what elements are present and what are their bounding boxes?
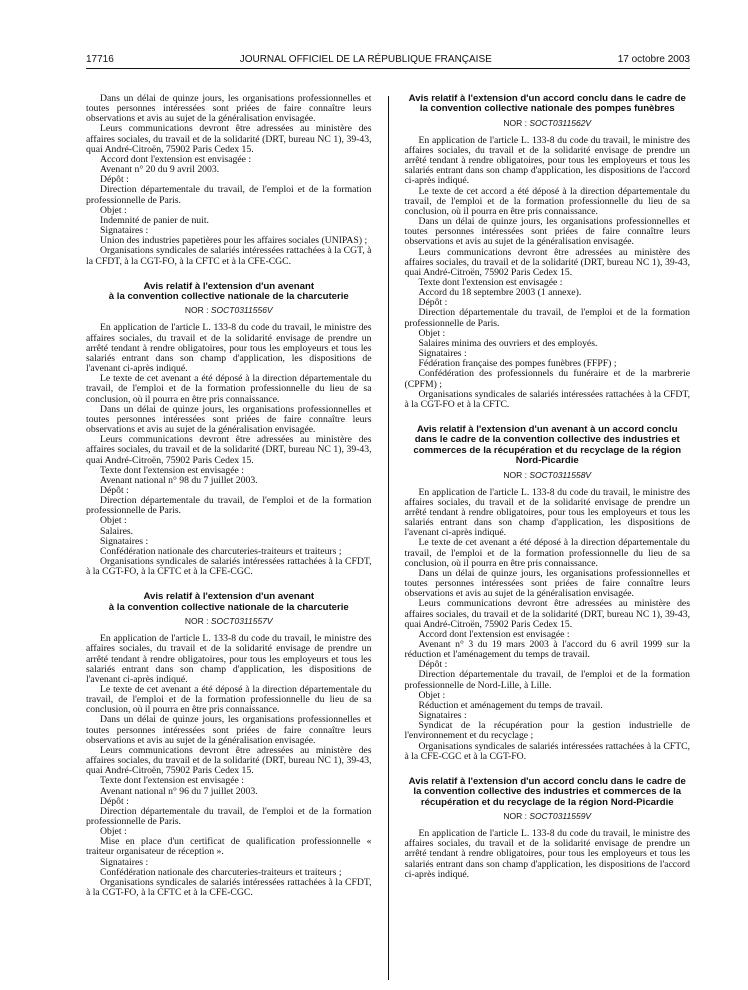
paragraph: Organisations syndicales de salariés intéressées rattachées à la CFDT, à la CGT-FO, à la CFTC et à la CFE-CGC. bbox=[86, 876, 372, 899]
paragraph: Signataires : bbox=[418, 348, 467, 360]
paragraph: Organisations syndicales de salariés intéressées rattachées à la CFTC, à la CFE-CGC et à la CGT-FO. bbox=[404, 740, 690, 762]
paragraph: Leurs communications devront être adressées au ministère des affaires sociales, du travail et de la solidarité (DRT, bureau NC 1), 39-43, quai André-Citroën, 75902 Paris Cedex 15. bbox=[404, 598, 690, 630]
paragraph: Direction départementale du travail, de l'emploi et de la formation professionnelle de Paris. bbox=[86, 184, 372, 206]
paragraph: Dépôt : bbox=[418, 297, 448, 309]
paragraph: Avenant n° 3 du 19 mars 2003 à l'accord du 6 avril 1999 sur la réduction et l'aménagement du temps de travail. bbox=[404, 639, 690, 661]
paragraph: Organisations syndicales de salariés intéressées rattachées à la CFDT, à la CGT-FO, à la CFTC et à la CFE-CGC. bbox=[86, 556, 372, 578]
journal-title: JOURNAL OFFICIEL DE LA RÉPUBLIQUE FRANÇAISE bbox=[239, 54, 492, 65]
paragraph: Salaires minima des ouvriers et des employés. bbox=[418, 337, 598, 349]
nor-label: NOR : bbox=[184, 305, 211, 316]
paragraph: Objet : bbox=[100, 204, 127, 216]
paragraph: Direction départementale du travail, de l'emploi et de la formation professionnelle de Paris. bbox=[86, 805, 372, 827]
paragraph: Dépôt : bbox=[100, 795, 129, 807]
nor-code: SOCT0311559V bbox=[529, 811, 592, 822]
two-column-body bbox=[86, 94, 690, 980]
paragraph: Dépôt : bbox=[418, 659, 448, 671]
paragraph: Le texte de cet avenant a été déposé à la direction départementale du travail, de l'emploi et de la formation professionnelle du lieu de sa conclusion, où il pourra en être pris connaissance. bbox=[86, 373, 372, 405]
paragraph: En application de l'article L. 133-8 du code du travail, le ministre des affaires sociales, du travail et de la solidarité envisage de prendre un arrêté tendant à rendre obligatoires, pour tous les employeurs et tous les salariés entrant dans son champ d'application, les dispositions de l'avenant ci-après indiqué. bbox=[86, 322, 372, 375]
paragraph: Signataires : bbox=[418, 710, 467, 722]
nor-label: NOR : bbox=[503, 811, 530, 822]
paragraph: En application de l'article L. 133-8 du code du travail, le ministre des affaires sociales, du travail et de la solidarité envisage de prendre un arrêté tendant à rendre obligatoires, pour tous les employeurs et tous les salariés entrant dans son champ d'application, les dispositions de l'accord ci-après indiqué. bbox=[404, 134, 690, 187]
nor-code: SOCT0311558V bbox=[529, 469, 592, 480]
paragraph: Dans un délai de quinze jours, les organisations professionnelles et toutes personnes intéressées sont priées de faire connaître leurs observations et avis au sujet de la généralisation envisagée. bbox=[404, 567, 690, 600]
right-column bbox=[405, 94, 691, 980]
column-divider bbox=[388, 96, 389, 980]
paragraph: Confédération nationale des charcuteries-traiteurs et traiteurs ; bbox=[100, 866, 342, 878]
notice-title bbox=[86, 282, 372, 303]
paragraph: Leurs communications devront être adressées au ministère des affaires sociales, du travail et de la solidarité (DRT, bureau NC 1), 39-43, quai André-Citroën, 75902 Paris Cedex 15. bbox=[86, 744, 372, 777]
paragraph: Indemnité de panier de nuit. bbox=[100, 214, 209, 226]
notice-title bbox=[86, 592, 372, 613]
notice-title: Avis relatif à l'extension d'un avenant à un accord conclu dans le cadre de la convention collective des industries et commerces de la récupération et du recyclage de la région Nord-Picardie bbox=[413, 424, 682, 467]
header-rule bbox=[86, 68, 690, 69]
paragraph: Signataires : bbox=[100, 856, 149, 868]
paragraph: Objet : bbox=[100, 826, 127, 838]
paragraph: Dépôt : bbox=[100, 174, 129, 186]
paragraph: Organisations syndicales de salariés intéressées rattachées à la CFDT, à la CGT-FO et à la CFTC. bbox=[404, 388, 690, 410]
paragraph: Le texte de cet accord a été déposé à la direction départementale du travail, de l'emploi et de la formation professionnelle du lieu de sa conclusion, où il pourra en être pris connaissance. bbox=[404, 185, 690, 217]
paragraph: Mise en place d'un certificat de qualification professionnelle « traiteur organisateur de réception ». bbox=[86, 836, 372, 858]
paragraph: Leurs communications devront être adressées au ministère des affaires sociales, du travail et de la solidarité (DRT, bureau NC 1), 39-43, quai André-Citroën, 75902 Paris Cedex 15. bbox=[86, 123, 372, 155]
nor-label: NOR : bbox=[503, 117, 530, 128]
issue-date: 17 octobre 2003 bbox=[617, 54, 690, 65]
paragraph: Avenant national n° 96 du 7 juillet 2003. bbox=[100, 785, 258, 797]
nor-code: SOCT0311556V bbox=[210, 305, 273, 316]
page-header bbox=[86, 49, 690, 65]
paragraph: Syndicat de la récupération pour la gestion industrielle de l'environnement et du recyclage ; bbox=[404, 720, 690, 742]
paragraph: Leurs communications devront être adressées au ministère des affaires sociales, du travail et de la solidarité (DRT, bureau NC 1), 39-43, quai André-Citroën, 75902 Paris Cedex 15. bbox=[404, 246, 690, 278]
notice-title-line: Avis relatif à l'extension d'un avenant bbox=[143, 591, 315, 603]
paragraph: Dépôt : bbox=[100, 484, 129, 496]
left-column bbox=[86, 94, 372, 980]
paragraph: Dans un délai de quinze jours, les organisations professionnelles et toutes personnes intéressées sont priées de faire connaître leurs observations et avis au sujet de la généralisation envisagée. bbox=[86, 93, 372, 125]
paragraph: Signataires : bbox=[100, 535, 149, 547]
nor-reference bbox=[86, 616, 372, 626]
paragraph: Signataires : bbox=[100, 225, 149, 237]
notice-title: Avis relatif à l'extension d'un accord conclu dans le cadre de la convention collective des industries et commerces de la récupération et du recyclage de la région Nord-Picardie bbox=[408, 775, 686, 808]
paragraph: En application de l'article L. 133-8 du code du travail, le ministre des affaires sociales, du travail et de la solidarité envisage de prendre un arrêté tendant à rendre obligatoires, pour tous les employeurs et tous les salariés entrant dans son champ d'application, les dispositions de l'avenant ci-après indiqué. bbox=[404, 486, 690, 539]
paragraph: Avenant n° 20 du 9 avril 2003. bbox=[100, 164, 220, 176]
notice-title-line: Avis relatif à l'extension d'un avenant bbox=[143, 280, 315, 292]
paragraph: Confédération des professionnels du funéraire et de la marbrerie (CPFM) ; bbox=[404, 368, 690, 390]
paragraph: Objet : bbox=[418, 689, 446, 701]
page-number: 17716 bbox=[86, 54, 114, 65]
paragraph: Réduction et aménagement du temps de travail. bbox=[418, 699, 603, 711]
paragraph: En application de l'article L. 133-8 du code du travail, le ministre des affaires sociales, du travail et de la solidarité envisage de prendre un arrêté tendant à rendre obligatoires, pour tous les employeurs et tous les salariés entrant dans son champ d'application, les dispositions de l'avenant ci-après indiqué. bbox=[86, 633, 372, 685]
paragraph: Texte dont l'extension est envisagée : bbox=[100, 464, 244, 476]
paragraph: Texte dont l'extension est envisagée : bbox=[418, 277, 563, 288]
paragraph: Direction départementale du travail, de l'emploi et de la formation professionnelle de Paris. bbox=[404, 307, 690, 329]
paragraph: En application de l'article L. 133-8 du code du travail, le ministre des affaires sociales, du travail et de la solidarité envisage de prendre un arrêté tendant à rendre obligatoires, pour tous les employeurs et tous les salariés entrant dans son champ d'application, les dispositions de l'accord ci-après indiqué. bbox=[404, 828, 690, 880]
paragraph: Accord dont l'extension est envisagée : bbox=[100, 153, 252, 165]
paragraph: Objet : bbox=[100, 515, 127, 527]
paragraph: Dans un délai de quinze jours, les organisations professionnelles et toutes personnes intéressées sont priées de faire connaître leurs observations et avis au sujet de la généralisation envisagée. bbox=[404, 216, 690, 248]
nor-reference bbox=[405, 118, 691, 128]
paragraph: Direction départementale du travail, de l'emploi et de la formation professionnelle de Nord-Lille, à Lille. bbox=[404, 669, 690, 691]
notice-title-line: à la convention collective nationale de la charcuterie bbox=[108, 291, 349, 303]
notice-title: Avis relatif à l'extension d'un accord conclu dans le cadre de la convention collective nationale des pompes funèbres bbox=[408, 93, 686, 115]
nor-label: NOR : bbox=[503, 469, 530, 480]
nor-reference bbox=[405, 811, 691, 821]
paragraph: Confédération nationale des charcuteries-traiteurs et traiteurs ; bbox=[100, 545, 342, 557]
paragraph: Accord du 18 septembre 2003 (1 annexe). bbox=[418, 287, 582, 299]
paragraph: Dans un délai de quinze jours, les organisations professionnelles et toutes personnes intéressées sont priées de faire connaître leurs observations et avis au sujet de la généralisation envisagée. bbox=[86, 403, 372, 436]
nor-code: SOCT0311557V bbox=[210, 616, 273, 627]
paragraph: Union des industries papetières pour les affaires sociales (UNIPAS) ; bbox=[100, 235, 368, 247]
notice-title-line: à la convention collective nationale de la charcuterie bbox=[108, 601, 349, 613]
paragraph: Dans un délai de quinze jours, les organisations professionnelles et toutes personnes intéressées sont priées de faire connaître leurs observations et avis au sujet de la généralisation envisagée. bbox=[86, 714, 372, 746]
nor-reference bbox=[405, 470, 691, 480]
paragraph: Le texte de cet avenant a été déposé à la direction départementale du travail, de l'emploi et de la formation professionnelle du lieu de sa conclusion, où il pourra en être pris connaissance. bbox=[404, 537, 690, 569]
paragraph: Direction départementale du travail, de l'emploi et de la formation professionnelle de Paris. bbox=[86, 495, 372, 517]
paragraph: Leurs communications devront être adressées au ministère des affaires sociales, du travail et de la solidarité (DRT, bureau NC 1), 39-43, quai André-Citroën, 75902 Paris Cedex 15. bbox=[86, 434, 372, 466]
paragraph: Accord dont l'extension est envisagée : bbox=[418, 628, 570, 640]
paragraph: Objet : bbox=[418, 327, 446, 339]
paragraph: Le texte de cet avenant a été déposé à la direction départementale du travail, de l'emploi et de la formation professionnelle du lieu de sa conclusion, où il pourra en être pris connaissance. bbox=[86, 683, 372, 716]
nor-code: SOCT0311562V bbox=[529, 117, 592, 128]
paragraph: Salaires. bbox=[100, 525, 134, 537]
paragraph: Texte dont l'extension est envisagée : bbox=[100, 775, 244, 787]
paragraph: Avenant national n° 98 du 7 juillet 2003. bbox=[100, 474, 258, 486]
paragraph: Fédération française des pompes funèbres (FFPF) ; bbox=[418, 358, 617, 370]
nor-label: NOR : bbox=[184, 616, 211, 627]
nor-reference bbox=[86, 305, 372, 315]
paragraph: Organisations syndicales de salariés intéressées rattachées à la CGT, à la CFDT, à la CGT-FO, à la CFTC et à la CFE-CGC. bbox=[86, 245, 372, 267]
